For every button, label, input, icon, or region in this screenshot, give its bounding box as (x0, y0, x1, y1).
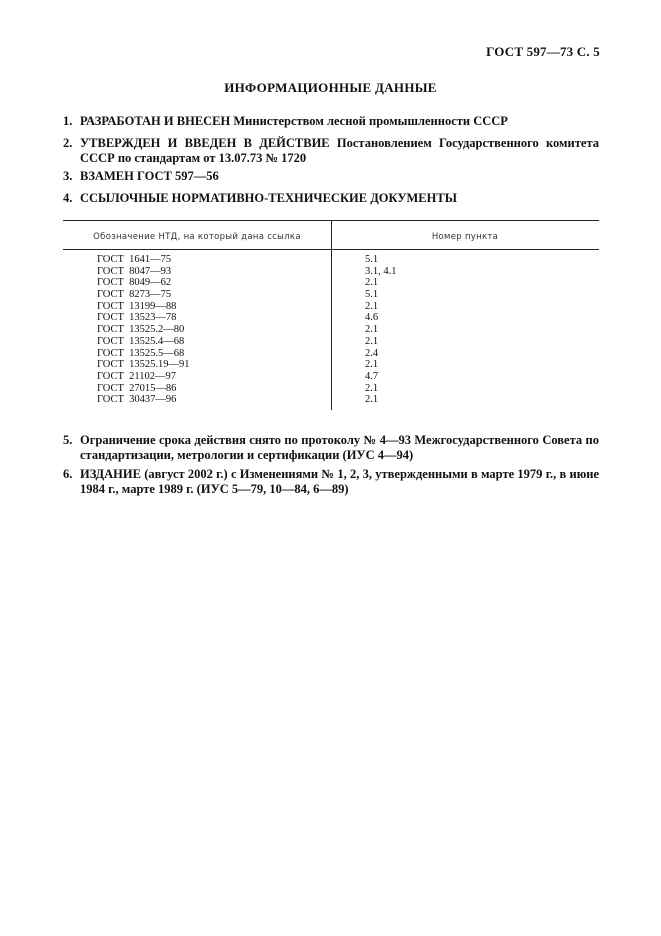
table-cell-point: 2.1 (365, 335, 379, 347)
item-number: 4. (63, 191, 73, 205)
table-row (63, 359, 599, 371)
table-cell-point: 2.1 (365, 300, 379, 312)
table-cell-doc: ГОСТ 13525.4—68 (97, 335, 185, 347)
table-row (63, 371, 599, 383)
table-row (63, 383, 599, 395)
item-number: 2. (63, 136, 73, 150)
table-cell-doc: ГОСТ 27015—86 (97, 382, 177, 394)
item-number: 1. (63, 114, 73, 128)
table-cell-doc: ГОСТ 13523—78 (97, 312, 177, 324)
table-cell-point: 2.1 (365, 382, 379, 394)
table-row (63, 394, 599, 406)
table-cell-point: 2.1 (365, 359, 379, 371)
table-row (63, 336, 599, 348)
table-row (63, 324, 599, 336)
item-text: ССЫЛОЧНЫЕ НОРМАТИВНО-ТЕХНИЧЕСКИЕ ДОКУМЕНТЫ (80, 191, 457, 205)
table-cell-doc: ГОСТ 1641—75 (97, 254, 172, 265)
table-row (63, 266, 599, 278)
info-item-4 (63, 191, 599, 206)
table-cell-doc: ГОСТ 8049—62 (97, 277, 172, 289)
info-item-6 (63, 467, 599, 497)
item-number: 5. (63, 433, 73, 447)
table-cell-point: 5.1 (365, 254, 379, 265)
table-cell-point: 2.4 (365, 347, 379, 359)
table-row (63, 289, 599, 301)
item-text: РАЗРАБОТАН И ВНЕСЕН Министерством лесной промышленности СССР (80, 114, 508, 128)
item-text: ВЗАМЕН ГОСТ 597—56 (80, 169, 219, 183)
item-number: 3. (63, 169, 73, 183)
info-item-5 (63, 433, 599, 463)
table-cell-point: 2.1 (365, 324, 379, 336)
page-header: ГОСТ 597—73 С. 5 (486, 44, 600, 59)
table-cell-point: 2.1 (365, 277, 379, 289)
table-row (63, 254, 599, 266)
item-text: ИЗДАНИЕ (август 2002 г.) с Изменениями № 1, 2, 3, утвержденными в марте 1979 г., в июне 1984 г., марте 1989 г. (ИУС 5—79, 10—84, 6—89) (80, 467, 599, 496)
table-cell-doc: ГОСТ 13525.19—91 (97, 359, 190, 371)
table-cell-point: 2.1 (365, 394, 379, 406)
table-cell-point: 5.1 (365, 289, 379, 301)
table-cell-doc: ГОСТ 21102—97 (97, 370, 177, 382)
table-row (63, 277, 599, 289)
table-cell-doc: ГОСТ 13199—88 (97, 300, 177, 312)
table-cell-doc: ГОСТ 8273—75 (97, 289, 172, 301)
item-text: Ограничение срока действия снято по протоколу № 4—93 Межгосударственного Совета по стандартизации, метрологии и сертификации (ИУС 4—94) (80, 433, 599, 462)
table-cell-doc: ГОСТ 30437—96 (97, 394, 177, 406)
table-header-doc: Обозначение НТД, на который дана ссылка (93, 232, 301, 242)
table-row (63, 301, 599, 313)
table-cell-point: 3.1, 4.1 (365, 265, 397, 277)
table-row (63, 312, 599, 324)
table-cell-point: 4.7 (365, 370, 379, 382)
table-row (63, 348, 599, 360)
item-number: 6. (63, 467, 73, 481)
table-cell-point: 4.6 (365, 312, 379, 324)
info-item-2 (63, 136, 599, 166)
table-body (63, 254, 599, 406)
table-cell-doc: ГОСТ 8047—93 (97, 265, 172, 277)
table-cell-doc: ГОСТ 13525.2—80 (97, 324, 185, 336)
info-item-1 (63, 114, 599, 129)
page-title: ИНФОРМАЦИОННЫЕ ДАННЫЕ (224, 80, 437, 95)
table-header-point: Номер пункта (431, 232, 499, 242)
item-text: УТВЕРЖДЕН И ВВЕДЕН В ДЕЙСТВИЕ Постановлением Государственного комитета СССР по стандартам от 13.07.73 № 1720 (80, 136, 599, 165)
table-cell-doc: ГОСТ 13525.5—68 (97, 347, 185, 359)
info-item-3 (63, 169, 599, 184)
